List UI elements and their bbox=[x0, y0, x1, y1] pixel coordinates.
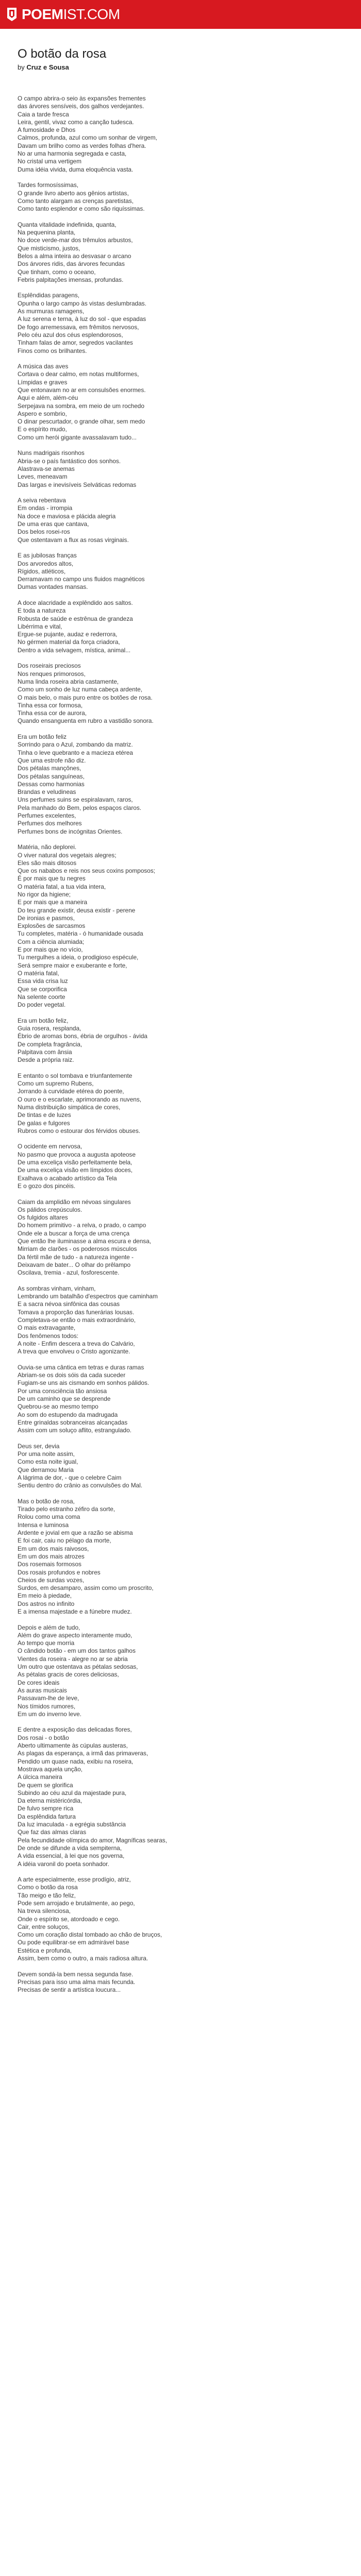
poem-line: Em um do inverno leve. bbox=[18, 1710, 81, 1718]
poem-line: Da esplêndida fartura bbox=[18, 1812, 76, 1820]
poem-line: E a sacra névoa sinfônica das cousas bbox=[18, 1300, 120, 1308]
poem-line: Depois e além de tudo, bbox=[18, 1623, 80, 1631]
poem-line: das árvores sensíveis, dos galhos verdejantes. bbox=[18, 103, 144, 110]
poem-content bbox=[18, 31, 348, 2002]
poem-line: No gérmen material da força criadora, bbox=[18, 638, 120, 646]
poem-line: Numa linda roseira abria castamente, bbox=[18, 677, 119, 685]
poem-line: E dentre a exposição das delicadas flores, bbox=[18, 1726, 132, 1734]
poem-line: Tardes formosíssimas, bbox=[18, 181, 78, 189]
poem-line: Perfumes excelentes, bbox=[18, 812, 76, 820]
poem-stanza bbox=[18, 1143, 348, 1190]
poem-line: Por uma noite assim, bbox=[18, 1450, 75, 1458]
poem-line: Em ondas - irrompia bbox=[18, 504, 73, 512]
poem-line: Límpidas e graves bbox=[18, 378, 68, 386]
poem-line: As auras musicais bbox=[18, 1686, 67, 1694]
poem-line: Na selente coorte bbox=[18, 993, 65, 1001]
poem-line: Os pálidos crepúsculos. bbox=[18, 1206, 83, 1213]
poem-line: Calmos, profunda, azul como um sonhar de virgem, bbox=[18, 134, 157, 142]
poem-line: Intensa e luminosa bbox=[18, 1521, 69, 1529]
poem-line: Surdos, em desamparo, assim como um proscrito, bbox=[18, 1584, 154, 1592]
poem-line: As pétalas gracis de cores deliciosas, bbox=[18, 1671, 119, 1679]
poem-stanza bbox=[18, 1624, 348, 1719]
poem-line: Do teu grande existir, deusa existir - perene bbox=[18, 906, 136, 914]
logo-text-bold: POEM bbox=[22, 6, 63, 22]
poem-line: Ouvia-se uma cântica em tetras e duras ramas bbox=[18, 1363, 144, 1371]
poem-line: Aberto ultimamente às cúpulas austeras, bbox=[18, 1742, 128, 1750]
poem-stanza bbox=[18, 363, 348, 442]
poem-line: Perfumes bons de incógnitas Orientes. bbox=[18, 827, 123, 835]
poem-line: De galas e fulgores bbox=[18, 1119, 70, 1127]
poem-line: E por mais que a maneira bbox=[18, 899, 88, 906]
poem-line: A música das aves bbox=[18, 363, 69, 370]
poem-line: Que se corporifica bbox=[18, 985, 67, 993]
poem-line: Ou pode equilibrar-se em admirável base bbox=[18, 1939, 129, 1946]
poem-line: Tinha essa cor formosa, bbox=[18, 701, 83, 709]
poem-line: E o espírito mudo, bbox=[18, 426, 67, 433]
poem-line: A vida essencial, à lei que nos governa, bbox=[18, 1852, 125, 1860]
poem-line: As plagas da esperança, a irmã das primaveras, bbox=[18, 1750, 149, 1757]
poem-line: Eles são mais ditosos bbox=[18, 859, 77, 867]
poem-line: Vientes da roseira - alegre no ar se abria bbox=[18, 1655, 128, 1663]
poem-line: Tirado pelo estranho zéfiro da sorte, bbox=[18, 1505, 116, 1513]
poem-stanza bbox=[18, 1017, 348, 1064]
poem-line: Assim com um soluço aflito, estrangulado. bbox=[18, 1427, 132, 1434]
poem-line: No rigor da higiene; bbox=[18, 890, 71, 898]
poem-line: Abria-se o país fantástico dos sonhos. bbox=[18, 457, 121, 465]
poem-line: Esplêndidas paragens, bbox=[18, 292, 80, 299]
poem-line: Como um coração distal tombado ao chão de bruços, bbox=[18, 1931, 162, 1939]
poem-line: Da luz imaculada - a egrégia substância bbox=[18, 1821, 126, 1828]
poem-line: Dos roseirais preciosos bbox=[18, 662, 81, 670]
poem-stanza bbox=[18, 1072, 348, 1135]
poem-stanza bbox=[18, 1498, 348, 1616]
poem-line: Dos rosemais formosos bbox=[18, 1561, 81, 1568]
poem-line: Com a ciência alumiada; bbox=[18, 938, 85, 945]
poem-line: No pasmo que provoca a augusta apoteose bbox=[18, 1150, 136, 1158]
poem-line: A úlcica maneira bbox=[18, 1773, 62, 1781]
poem-line: Rubros como o estourar dos férvidos obuses. bbox=[18, 1127, 141, 1134]
top-bar bbox=[0, 0, 361, 29]
poem-line: Como um sonho de luz numa cabeça ardente, bbox=[18, 686, 142, 693]
poem-stanza bbox=[18, 497, 348, 544]
poem-line: Davam um brilho como as verdes folhas d'hera. bbox=[18, 142, 146, 149]
poem-line: E a imensa majestade e a fúnebre mudez. bbox=[18, 1608, 132, 1615]
poem-line: Desde a própria raiz. bbox=[18, 1056, 74, 1064]
poem-line: A treva que envolveu o Cristo agonizante. bbox=[18, 1348, 130, 1355]
poem-line: Cortava o dear calmo, em notas multiformes, bbox=[18, 370, 139, 378]
poem-line: Além do grave aspecto interamente mudo, bbox=[18, 1631, 133, 1639]
poem-line: No cristal uma vertigem bbox=[18, 158, 81, 165]
poem-line: Mostrava aquela unção, bbox=[18, 1765, 83, 1773]
poem-line: Sentiu dentro do crânio as convulsões do Mal. bbox=[18, 1482, 142, 1489]
poem-line: E as jubilosas franças bbox=[18, 552, 77, 560]
poem-line: Os fulgidos altares bbox=[18, 1214, 68, 1222]
poem-line: No ar uma harmonia segregada e casta, bbox=[18, 150, 127, 158]
poem-line: Cheios de surdas vozes, bbox=[18, 1576, 85, 1584]
poem-line: A lágrima de dor, - que o celebre Caim bbox=[18, 1473, 122, 1481]
poem-line: Explosões de sarcasmos bbox=[18, 922, 86, 930]
poem-line: Caia a tarde fresca bbox=[18, 110, 69, 118]
poem-line: Ardente e jovial em que a razão se abisma bbox=[18, 1529, 133, 1537]
poem-line: O mais extravagante, bbox=[18, 1324, 76, 1332]
poem-line: Caiam da amplidão em névoas singulares bbox=[18, 1198, 131, 1206]
poem-line: Será sempre maior e exuberante e forte, bbox=[18, 961, 127, 969]
poem-line: Entre grinaldas sobranceiras alcançadas bbox=[18, 1418, 128, 1426]
poem-line: A fumosidade e Dhos bbox=[18, 126, 76, 134]
poem-line: A noite - Enfim descera a treva do Calvário, bbox=[18, 1340, 135, 1347]
poem-line: De um caminho que se desprende bbox=[18, 1395, 111, 1402]
poem-line: No doce verde-mar dos trêmulos arbustos, bbox=[18, 236, 133, 244]
poem-line: Rígidos, atléticos, bbox=[18, 567, 66, 575]
poem-line: Pendido um quase nada, exibiu na roseira, bbox=[18, 1757, 134, 1765]
poem-line: De tintas e de luzes bbox=[18, 1111, 71, 1119]
poem-title: O botão da rosa bbox=[18, 47, 107, 61]
poem-stanza bbox=[18, 552, 348, 591]
poem-line: Finos como os brilhantes. bbox=[18, 347, 87, 354]
poem-line: Perfumes dos melhores bbox=[18, 820, 82, 827]
poem-line: A seiva rebentava bbox=[18, 497, 66, 504]
poem-line: Dos fenômenos todos: bbox=[18, 1332, 79, 1340]
poem-line: Serpejava na sombra, em meio de um rochedo bbox=[18, 402, 144, 410]
poem-line: O dinar pescurtador, o grande olhar, sem medo bbox=[18, 418, 145, 426]
poem-line: De ironias e pasmos, bbox=[18, 914, 75, 922]
poem-line: A arte especialmente, esse prodígio, atriz, bbox=[18, 1876, 131, 1884]
poem-line: Que uma estrofe não diz. bbox=[18, 756, 86, 764]
poem-line: Leves, meneavam bbox=[18, 473, 68, 481]
poem-line: Numa distribuição simpática de cores, bbox=[18, 1104, 121, 1111]
poem-line: Essa vida crisa luz bbox=[18, 977, 68, 985]
poem-line: Em um dos mais raivosos, bbox=[18, 1545, 89, 1552]
poem-body bbox=[18, 95, 348, 1994]
byline-prefix: by bbox=[18, 63, 25, 71]
poem-line: Derramavam no campo uns fluidos magnéticos bbox=[18, 575, 145, 583]
poem-line: Pela fecundidade olímpica do amor, Magníficas searas, bbox=[18, 1836, 167, 1844]
poem-line: Que então lhe iluminasse a alma escura e densa, bbox=[18, 1238, 152, 1245]
poem-line: Era um botão feliz bbox=[18, 733, 67, 741]
logo-text bbox=[22, 6, 120, 23]
poem-line: Sorrindo para o Azul, zombando da matriz. bbox=[18, 741, 133, 749]
poem-line: De uma exceliça visão perfeitamente bela, bbox=[18, 1159, 133, 1166]
poem-line: Tinham falas de amor, segredos vacilantes bbox=[18, 339, 133, 347]
poem-stanza bbox=[18, 1198, 348, 1277]
poem-line: Ébrio de aromas bons, ébria de orgulhos - ávida bbox=[18, 1032, 147, 1040]
poem-line: E o gozo dos pincéis. bbox=[18, 1182, 76, 1190]
poem-line: Que tinham, como o oceano, bbox=[18, 268, 96, 276]
poem-line: O campo abrira-o seio às expansões frementes bbox=[18, 95, 146, 102]
poem-line: Onde ele a buscar a força de uma crença bbox=[18, 1229, 130, 1237]
poem-stanza bbox=[18, 599, 348, 654]
poem-line: Mirriam de clarões - os poderosos músculos bbox=[18, 1245, 137, 1253]
poem-line: Deus ser, devia bbox=[18, 1442, 60, 1450]
poem-line: Dos astros no infinito bbox=[18, 1600, 75, 1607]
poem-line: Como esta noite igual, bbox=[18, 1458, 78, 1466]
poem-line: A doce alacridade a explêndido aos saltos. bbox=[18, 599, 133, 606]
poem-line: Quando ensanguenta em rubro a vastidão sonora. bbox=[18, 717, 154, 725]
poem-line: Dos rosai - o botão bbox=[18, 1734, 69, 1741]
poem-line: De fogo arremessava, em frêmitos nervosos, bbox=[18, 323, 139, 331]
poem-line: Como o botão da rosa bbox=[18, 1884, 78, 1891]
poem-line: Em um dos mais atrozes bbox=[18, 1552, 85, 1560]
poem-line: Devem sondá-la bem nessa segunda fase. bbox=[18, 1970, 134, 1978]
poem-stanza bbox=[18, 1285, 348, 1356]
poem-line: Febris palpitações imensas, profundas. bbox=[18, 276, 124, 283]
poem-line: De cores ideais bbox=[18, 1679, 60, 1686]
poem-line: As murmuras ramagens, bbox=[18, 308, 85, 315]
poem-line: O grande livro aberto aos gênios artistas, bbox=[18, 189, 129, 197]
poem-stanza bbox=[18, 449, 348, 488]
poem-line: Como um supremo Rubens, bbox=[18, 1080, 94, 1088]
poem-line: Nos tímidos rumores, bbox=[18, 1702, 76, 1710]
poem-line: Oscilava, tremia - azul, fosforescente. bbox=[18, 1269, 120, 1277]
poem-line: Que ostentavam a flux as rosas virginais. bbox=[18, 536, 129, 544]
poem-line: De onde se difunde a vida sempiterna, bbox=[18, 1844, 122, 1852]
poem-line: Guia rosera, resplanda, bbox=[18, 1025, 81, 1032]
poem-line: Robusta de saúde e estrênua de grandeza bbox=[18, 615, 133, 622]
poem-line: Que derramou Maria bbox=[18, 1466, 74, 1473]
poem-line: Tu mergulhes a ideia, o prodigioso espécule, bbox=[18, 954, 139, 961]
poem-line: Aqui e além, além-céu bbox=[18, 394, 78, 402]
poem-line: Passavam-lhe de leve, bbox=[18, 1694, 79, 1702]
poem-line: De fulvo sempre rica bbox=[18, 1805, 74, 1812]
poem-line: Do poder vegetal. bbox=[18, 1001, 66, 1009]
poem-line: Pelo céu azul dos céus esplendorosos, bbox=[18, 331, 123, 338]
poem-line: Dos arvoredos altos, bbox=[18, 560, 74, 567]
poem-line: Pode sem arrojado e brutalmente, ao pego, bbox=[18, 1899, 135, 1907]
poem-line: Da fértil mãe de tudo - a natureza ingente - bbox=[18, 1253, 134, 1261]
poem-stanza bbox=[18, 1876, 348, 1962]
poem-line: Dessas como harmonias bbox=[18, 780, 85, 788]
poem-line: Que os nababos e reis nos seus coxins pomposos; bbox=[18, 867, 155, 875]
poem-line: De uma exceliça visão em límpidos doces, bbox=[18, 1166, 133, 1174]
poem-line: O viver natural dos vegetais alegres; bbox=[18, 851, 117, 859]
poem-line: Que faz das almas claras bbox=[18, 1828, 87, 1836]
poem-line: A idéia varonil do poeta sonhador. bbox=[18, 1860, 109, 1868]
poem-line: Alastrava-se anemas bbox=[18, 465, 75, 472]
poem-line: Nos renques primorosos, bbox=[18, 670, 86, 677]
poem-stanza bbox=[18, 95, 348, 174]
poem-line: De completa fragrância, bbox=[18, 1040, 83, 1048]
poem-line: Pela manhado do Bem, pelos espaços claros. bbox=[18, 804, 142, 811]
author-link[interactable]: Cruz e Sousa bbox=[26, 63, 69, 71]
poem-line: Precisas para isso uma alma mais fecunda. bbox=[18, 1978, 136, 1986]
poem-line: Deixavam de bater... O olhar do prêlampo bbox=[18, 1261, 131, 1268]
poem-stanza bbox=[18, 1443, 348, 1490]
poem-line: Tão meigo e tão feliz, bbox=[18, 1891, 76, 1899]
poem-line: Assim, bem como o outro, a mais radiosa altura. bbox=[18, 1955, 149, 1962]
poem-line: Palpitava com ânsia bbox=[18, 1048, 72, 1056]
poem-line: Nuns madrigais risonhos bbox=[18, 449, 85, 457]
poem-line: Uns perfumes suins se espiralavam, raros, bbox=[18, 796, 133, 804]
poem-line: Cair, entre soluços, bbox=[18, 1923, 70, 1930]
poem-line: Fugiam-se uns ais cismando em sonhos pálidos. bbox=[18, 1379, 150, 1387]
poem-line: Ergue-se pujante, audaz e rederrora, bbox=[18, 631, 118, 638]
poem-line: E entanto o sol tombava e triunfantemente bbox=[18, 1072, 133, 1079]
poem-line: Precisas de sentir a artística loucura... bbox=[18, 1986, 121, 1994]
poem-line: Matéria, não deplorei. bbox=[18, 843, 77, 851]
poem-line: Abriam-se os dois sóis da cada suceder bbox=[18, 1371, 126, 1379]
poem-line: Jorrando à curvidade etérea do poente, bbox=[18, 1088, 124, 1095]
poem-line: Quanta vitalidade indefinida, quanta, bbox=[18, 221, 117, 228]
poem-line: Na treva silenciosa, bbox=[18, 1907, 71, 1915]
poem-line: A luz serena e terna, à luz do sol - que espadas bbox=[18, 315, 146, 323]
poem-line: Dos árvores ridis, das árvores fecundas bbox=[18, 260, 125, 268]
poem-line: Do homem primitivo - a relva, o prado, o campo bbox=[18, 1222, 146, 1229]
poem-line: O ouro e o escarlate, aprimorando as nuvens, bbox=[18, 1095, 142, 1103]
poem-line: O matéria fatal, a tua vida intera, bbox=[18, 883, 106, 890]
byline bbox=[18, 63, 348, 72]
poem-line: O ocidente em nervosa, bbox=[18, 1143, 83, 1150]
poem-line: Da eterna mistéricórdia, bbox=[18, 1797, 83, 1805]
poem-line: Dos rosais profundos e nobres bbox=[18, 1568, 101, 1576]
poem-line: Em meio à piedade, bbox=[18, 1592, 72, 1600]
poem-line: E por mais que no vício, bbox=[18, 946, 83, 954]
poem-stanza bbox=[18, 662, 348, 725]
poem-line: Tu completes, matéria - ó humanidade ousada bbox=[18, 930, 143, 938]
poemist-logo-icon bbox=[5, 7, 19, 22]
poem-stanza bbox=[18, 733, 348, 836]
poem-line: Dos pétalas mançônes, bbox=[18, 765, 81, 772]
poem-line: O cândido botão - em um dos tantos galhos bbox=[18, 1647, 136, 1655]
poemist-logo[interactable] bbox=[5, 5, 120, 24]
poem-line: É por mais que tu negres bbox=[18, 875, 86, 883]
poem-stanza bbox=[18, 292, 348, 354]
poem-line: Ao som do estupendo da madrugada bbox=[18, 1411, 118, 1418]
poem-line: Quebrou-se ao mesmo tempo bbox=[18, 1403, 99, 1411]
poem-stanza bbox=[18, 843, 348, 1009]
poem-stanza bbox=[18, 221, 348, 284]
poem-stanza bbox=[18, 1364, 348, 1435]
poem-line: Dos pétalas sanguíneas, bbox=[18, 772, 85, 780]
poem-line: Que entonavam no ar em consulsões enormes. bbox=[18, 386, 146, 394]
poem-line: O mais belo, o mais puro entre os botões de rosa. bbox=[18, 693, 153, 701]
poem-stanza bbox=[18, 181, 348, 213]
poem-line: O matéria fatal, bbox=[18, 969, 59, 977]
poem-line: Dentro a vida selvagem, mística, animal... bbox=[18, 646, 130, 654]
poem-line: E foi cair, caiu no pélago da morte, bbox=[18, 1537, 111, 1545]
poem-line: Aspero e sombrio, bbox=[18, 410, 67, 417]
poem-line: Brandas e veludineas bbox=[18, 788, 76, 796]
poem-line: Na doce e maviosa e plácida alegria bbox=[18, 512, 116, 520]
poem-line: Dos belos rosei-ros bbox=[18, 528, 70, 536]
poem-line: Libérrima e vital, bbox=[18, 622, 62, 630]
poem-line: Belos a alma inteira ao desvasar o arcano bbox=[18, 252, 132, 260]
poem-line: Das largas e inevisíveis Selváticas redomas bbox=[18, 481, 137, 488]
logo-text-light: IST.COM bbox=[63, 6, 120, 22]
poem-line: Ao tempo que morria bbox=[18, 1639, 75, 1647]
poem-line: Subindo ao céu azul da majestade pura, bbox=[18, 1789, 127, 1797]
poem-line: Que misticismo, justos, bbox=[18, 244, 80, 252]
poem-line: Mas o botão de rosa, bbox=[18, 1497, 75, 1505]
poem-line: De uma eras que cantava, bbox=[18, 520, 89, 528]
poem-line: Como tanto esplendor e como são riquíssimas. bbox=[18, 205, 145, 213]
poem-line: Tinha o leve quebranto e a macieza etérea bbox=[18, 749, 133, 756]
poem-line: E toda a natureza bbox=[18, 607, 66, 615]
poem-stanza bbox=[18, 1971, 348, 1994]
poem-line: Um outro que ostentava as pétalas sedosas, bbox=[18, 1663, 138, 1671]
poem-line: Duma idéia vivida, duma eloquência vasta. bbox=[18, 165, 134, 173]
poem-line: De quem se glorifica bbox=[18, 1781, 73, 1789]
poem-line: Completava-se então o mais extraordinário, bbox=[18, 1316, 136, 1324]
poem-line: Como um herói gigante avassalavam tudo... bbox=[18, 433, 137, 441]
poem-line: Exalhava o acabado artístico da Tela bbox=[18, 1174, 117, 1182]
poem-line: Na pequenina planta, bbox=[18, 229, 76, 236]
poem-stanza bbox=[18, 1726, 348, 1868]
poem-line: Opunha o largo campo às vistas deslumbradas. bbox=[18, 299, 146, 307]
poem-line: Onde o espírito se, atordoado e cego. bbox=[18, 1915, 120, 1923]
poem-line: Lembrando um batalhão d'espectros que caminham bbox=[18, 1293, 158, 1300]
poem-line: Como tanto alargam as crenças paretistas, bbox=[18, 197, 134, 205]
poem-line: As sombras vinham, vinham, bbox=[18, 1284, 96, 1292]
poem-line: Estética e profunda, bbox=[18, 1946, 72, 1954]
poem-line: Leira, gentil, vivaz como a canção tudesca. bbox=[18, 118, 134, 126]
poem-line: Era um botão feliz, bbox=[18, 1016, 69, 1024]
poem-line: Tomava a proporção das funerárias lousas. bbox=[18, 1308, 135, 1316]
poem-line: Tinha essa cor de aurora, bbox=[18, 709, 87, 717]
poem-line: Por uma consciência tão ansiosa bbox=[18, 1387, 107, 1395]
poem-line: Dumas vontades mansas. bbox=[18, 583, 88, 591]
poem-line: Rolou como uma coma bbox=[18, 1513, 80, 1521]
